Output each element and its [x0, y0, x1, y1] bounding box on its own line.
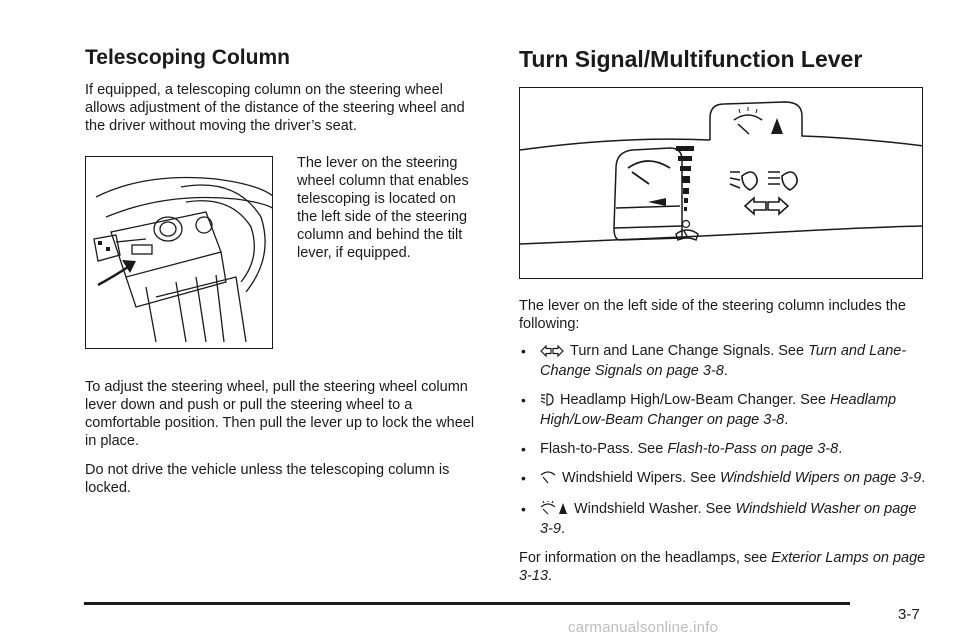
telescoping-lever-illustration: [85, 156, 273, 349]
turn-signal-arrows-icon: [540, 344, 564, 362]
steering-column-drawing: [86, 157, 273, 349]
list-item-turn-signals: • Turn and Lane Change Signals. See Turn and Lane-Change Signals on page 3-8.: [521, 343, 907, 379]
cross-reference[interactable]: Headlamp High/Low-Beam Changer on page 3-8: [540, 392, 897, 428]
bullet: •: [521, 392, 526, 408]
bullet: •: [521, 441, 526, 457]
section-heading-telescoping: Telescoping Column: [85, 46, 290, 69]
cross-reference[interactable]: Exterior Lamps on page 3-13: [519, 550, 926, 584]
multifunction-lever-illustration: [519, 87, 923, 279]
telescoping-intro: If equipped, a telescoping column on the steering wheel allows adjustment of the distance of the steering wheel and the driver without moving the driver’s seat.: [85, 82, 465, 134]
telescoping-warning: Do not drive the vehicle unless the telescoping column is locked.: [85, 462, 450, 496]
headlamp-info: For information on the headlamps, see Exterior Lamps on page 3-13.: [519, 550, 926, 584]
cross-reference[interactable]: Flash-to-Pass on page 3-8: [667, 441, 839, 457]
left-column: [85, 42, 485, 497]
cross-reference[interactable]: Turn and Lane-Change Signals on page 3-8: [540, 343, 907, 379]
lever-intro: The lever on the left side of the steering column includes the following:: [519, 298, 906, 332]
list-item-windshield-washer: • Windshield Washer. See Windshield Washer on page 3-9.: [521, 501, 917, 537]
cross-reference[interactable]: Windshield Wipers on page 3-9: [719, 470, 922, 486]
list-item-headlamp-changer: • Headlamp High/Low-Beam Changer. See Headlamp High/Low-Beam Changer on page 3-8.: [521, 392, 897, 428]
bullet: •: [521, 343, 526, 359]
cross-reference[interactable]: Windshield Washer on page 3-9: [540, 501, 917, 537]
bullet: •: [521, 501, 526, 517]
watermark: carmanualsonline.info: [568, 619, 719, 636]
washer-icon: [540, 501, 568, 520]
list-item-flash-to-pass: • Flash-to-Pass. See Flash-to-Pass on page 3-8.: [521, 441, 843, 457]
footer-rule: [84, 602, 850, 605]
telescoping-adjust-instructions: To adjust the steering wheel, pull the steering wheel column lever down and push or pull the steering wheel to a comfortable position. Then pull the lever up to lock the wheel in place.: [85, 379, 475, 449]
lever-drawing: [520, 88, 923, 279]
headlamp-beam-icon: [540, 393, 554, 411]
telescoping-figure-caption: The lever on the steering wheel column that enables telescoping is located on the left side of the steering column and behind the tilt lever, if equipped.: [297, 155, 469, 261]
bullet: •: [521, 470, 526, 486]
right-column: [519, 42, 929, 585]
lever-function-list: [519, 342, 929, 538]
wiper-icon: [540, 471, 556, 489]
telescoping-figure-row: [85, 156, 485, 352]
list-item-windshield-wipers: • Windshield Wipers. See Windshield Wipers on page 3-9.: [519, 469, 929, 489]
page-number: 3-7: [898, 606, 920, 623]
section-heading-turn-signal: Turn Signal/Multifunction Lever: [519, 46, 863, 72]
